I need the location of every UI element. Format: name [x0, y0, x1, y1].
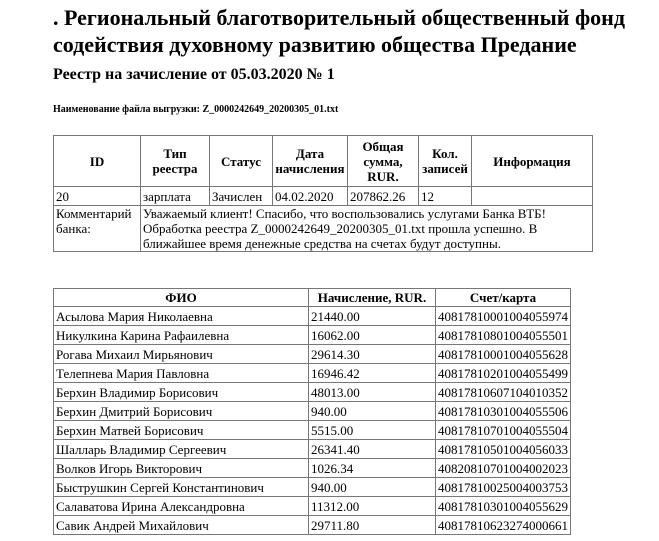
col-fio: ФИО [54, 289, 309, 307]
table-row [54, 402, 571, 421]
organization-title: . Региональный благотворительный общественный фонд содействия духовному развитию общества Предание [53, 5, 625, 57]
registry-title: Реестр на зачисление от 05.03.2020 № 1 [53, 66, 335, 83]
cell-amount: 29711.80 [309, 516, 436, 535]
registry-header-row [54, 136, 593, 187]
cell-type: зарплата [141, 187, 210, 206]
comment-row [54, 206, 593, 252]
cell-account: 40820810701004002023 [436, 459, 571, 478]
payments-table [53, 288, 571, 535]
cell-fio: Берхин Дмитрий Борисович [54, 402, 309, 421]
cell-account: 40817810607104010352 [436, 383, 571, 402]
cell-account: 40817810301004055629 [436, 497, 571, 516]
cell-account: 40817810001004055974 [436, 307, 571, 326]
cell-amount: 29614.30 [309, 345, 436, 364]
cell-fio: Берхин Владимир Борисович [54, 383, 309, 402]
table-row [54, 478, 571, 497]
col-status: Статус [210, 136, 273, 187]
col-total: Общая сумма, RUR. [348, 136, 419, 187]
cell-amount: 940.00 [309, 402, 436, 421]
cell-account: 40817810501004056033 [436, 440, 571, 459]
cell-fio: Телепнева Мария Павловна [54, 364, 309, 383]
cell-amount: 5515.00 [309, 421, 436, 440]
payments-header-row [54, 289, 571, 307]
cell-fio: Савик Андрей Михайлович [54, 516, 309, 535]
table-row [54, 497, 571, 516]
cell-fio: Берхин Матвей Борисович [54, 421, 309, 440]
col-amount: Начисление, RUR. [309, 289, 436, 307]
cell-account: 40817810201004055499 [436, 364, 571, 383]
cell-fio: Шалларь Владимир Сергеевич [54, 440, 309, 459]
cell-amount: 940.00 [309, 478, 436, 497]
registry-table [53, 135, 593, 252]
file-name: Наименование файла выгрузки: Z_0000242649_20200305_01.txt [53, 104, 339, 115]
cell-fio: Волков Игорь Викторович [54, 459, 309, 478]
cell-amount: 16946.42 [309, 364, 436, 383]
comment-text: Уважаемый клиент! Спасибо, что воспользовались услугами Банка ВТБ! Обработка реестра Z_0000242649_20200305_01.txt прошла успешно. В ближайшее время денежные средства на счетах будут доступны. [141, 206, 593, 252]
cell-date: 04.02.2020 [273, 187, 348, 206]
cell-status: Зачислен [210, 187, 273, 206]
cell-account: 40817810301004055506 [436, 402, 571, 421]
cell-amount: 21440.00 [309, 307, 436, 326]
cell-fio: Никулкина Карина Рафаилевна [54, 326, 309, 345]
table-row [54, 383, 571, 402]
cell-id: 20 [54, 187, 141, 206]
table-row [54, 459, 571, 478]
col-id: ID [54, 136, 141, 187]
cell-fio: Рогава Михаил Мирьянович [54, 345, 309, 364]
cell-amount: 11312.00 [309, 497, 436, 516]
table-row [54, 307, 571, 326]
table-row [54, 516, 571, 535]
col-type: Тип реестра [141, 136, 210, 187]
col-account: Счет/карта [436, 289, 571, 307]
cell-count: 12 [419, 187, 472, 206]
col-date: Дата начисления [273, 136, 348, 187]
cell-fio: Быструшкин Сергей Константинович [54, 478, 309, 497]
cell-account: 40817810623274000661 [436, 516, 571, 535]
cell-info [472, 187, 593, 206]
cell-account: 40817810801004055501 [436, 326, 571, 345]
cell-amount: 1026.34 [309, 459, 436, 478]
cell-amount: 16062.00 [309, 326, 436, 345]
cell-account: 40817810025004003753 [436, 478, 571, 497]
cell-account: 40817810001004055628 [436, 345, 571, 364]
cell-account: 40817810701004055504 [436, 421, 571, 440]
cell-fio: Салаватова Ирина Александровна [54, 497, 309, 516]
comment-label: Комментарий банка: [54, 206, 141, 252]
table-row [54, 421, 571, 440]
table-row [54, 440, 571, 459]
table-row [54, 345, 571, 364]
table-row [54, 326, 571, 345]
cell-fio: Асылова Мария Николаевна [54, 307, 309, 326]
cell-amount: 48013.00 [309, 383, 436, 402]
cell-total: 207862.26 [348, 187, 419, 206]
col-count: Кол. записей [419, 136, 472, 187]
registry-row [54, 187, 593, 206]
table-row [54, 364, 571, 383]
col-info: Информация [472, 136, 593, 187]
cell-amount: 26341.40 [309, 440, 436, 459]
